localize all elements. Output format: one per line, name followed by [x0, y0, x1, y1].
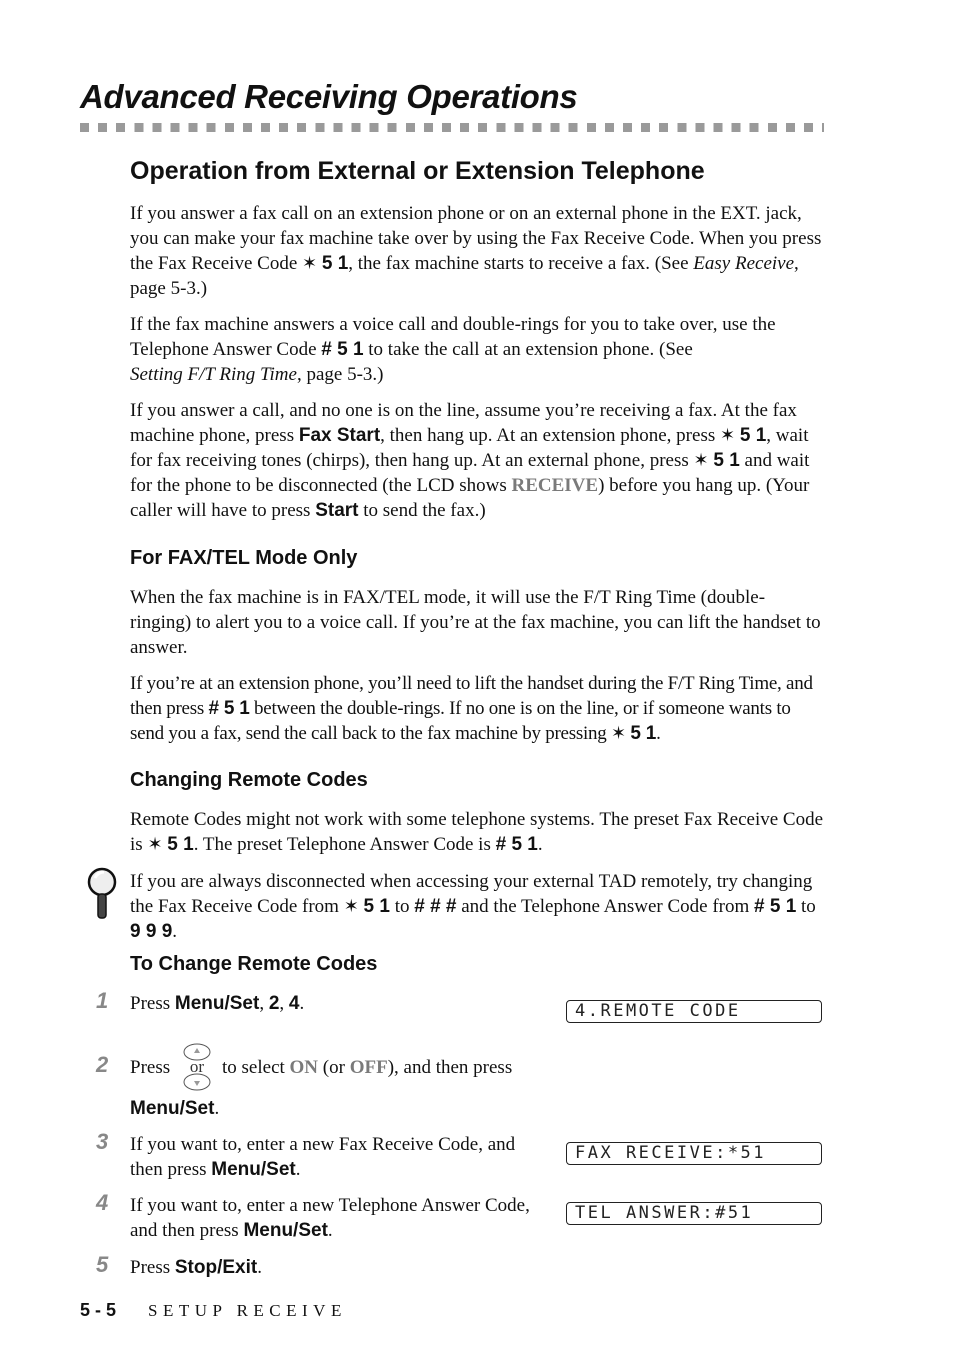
- paragraph-faxtel-mode: When the fax machine is in FAX/TEL mode, it will use the F/T Ring Time (double-ringing) to alert you to a voice call. If you’re at the fax machine, you can lift the handset to answer.: [130, 587, 821, 658]
- step-5-text: Press Stop/Exit.: [130, 1257, 262, 1278]
- step-1-text: Press Menu/Set, 2, 4.: [130, 993, 305, 1014]
- step-2-key: Menu/Set.: [130, 1098, 220, 1119]
- step-number: 5: [96, 1252, 109, 1277]
- star-icon: ✶: [720, 425, 736, 446]
- lcd-display: 4.REMOTE CODE: [566, 1000, 822, 1023]
- title-rule: [80, 123, 824, 132]
- star-icon: ✶: [343, 896, 359, 917]
- star-icon: ✶: [147, 834, 163, 855]
- step-2-text-cont: to select ON (or OFF), and then press: [222, 1057, 513, 1078]
- step-number: 2: [96, 1052, 109, 1077]
- section-heading: Operation from External or Extension Telephone: [130, 157, 705, 185]
- footer-page-number: 5 - 5: [80, 1300, 117, 1320]
- lcd-display: FAX RECEIVE:*51: [566, 1142, 822, 1165]
- star-icon: ✶: [693, 450, 709, 471]
- change-codes-heading: To Change Remote Codes: [130, 953, 378, 975]
- step-2-text: Press: [130, 1057, 171, 1078]
- or-label: or: [189, 1057, 205, 1076]
- paragraph-answer-call: If you answer a call, and no one is on the line, assume you’re receiving a fax. At the fax machine phone, press Fax Start, then hang up. At an extension phone, press ✶ 5 1, wait for fax receiving tones (chirps), then hang up. At an external phone, press ✶ 5 1 and wait for the phone to be disconnected (the LCD shows RECEIVE) before you hang up. (Your caller will have to press Start to send the fax.): [130, 400, 810, 521]
- page-title: Advanced Receiving Operations: [80, 78, 578, 115]
- paragraph-extension-phone: If you’re at an extension phone, you’ll need to lift the handset during the F/T Ring Time, and then press # 5 1 between the double-rings. If no one is on the line, or if someone wants to send you a fax, send the call back to the fax machine by pressing ✶ 5 1.: [130, 673, 813, 744]
- lcd-display: TEL ANSWER:#51: [566, 1202, 822, 1225]
- step-3-text: If you want to, enter a new Fax Receive Code, and then press Menu/Set.: [130, 1134, 516, 1180]
- paragraph-telephone-answer-code: If the fax machine answers a voice call and double-rings for you to take over, use the Telephone Answer Code # 5 1 to take the call at an extension phone. (See Setting F/T Ring Time, page 5-3.): [130, 314, 776, 385]
- step-4-text: If you want to, enter a new Telephone Answer Code, and then press Menu/Set.: [130, 1195, 530, 1241]
- tip-text: If you are always disconnected when accessing your external TAD remotely, try changing the Fax Receive Code from ✶ 5 1 to # # # and the Telephone Answer Code from # 5 1 to 9 9 9.: [130, 871, 816, 942]
- remote-codes-heading: Changing Remote Codes: [130, 769, 368, 791]
- faxtel-heading: For FAX/TEL Mode Only: [130, 547, 358, 569]
- star-icon: ✶: [302, 253, 318, 274]
- up-down-arrow-key-icon: [181, 1043, 213, 1091]
- paragraph-fax-receive-code: If you answer a fax call on an extension phone or on an external phone in the EXT. jack, you can make your fax machine take over by using the Fax Receive Code. When you press the Fax Receive Code ✶ 5 1, the fax machine starts to receive a fax. (See Easy Receive, page 5-3.): [130, 203, 822, 299]
- step-number: 1: [96, 988, 109, 1013]
- paragraph-remote-codes: Remote Codes might not work with some telephone systems. The preset Fax Receive Code is ✶ 5 1. The preset Telephone Answer Code is # 5 1.: [130, 809, 824, 855]
- lightbulb-icon: [86, 866, 118, 922]
- step-number: 3: [96, 1129, 109, 1154]
- step-number: 4: [96, 1190, 109, 1215]
- star-icon: ✶: [611, 723, 626, 744]
- footer-chapter: SETUP RECEIVE: [148, 1301, 347, 1320]
